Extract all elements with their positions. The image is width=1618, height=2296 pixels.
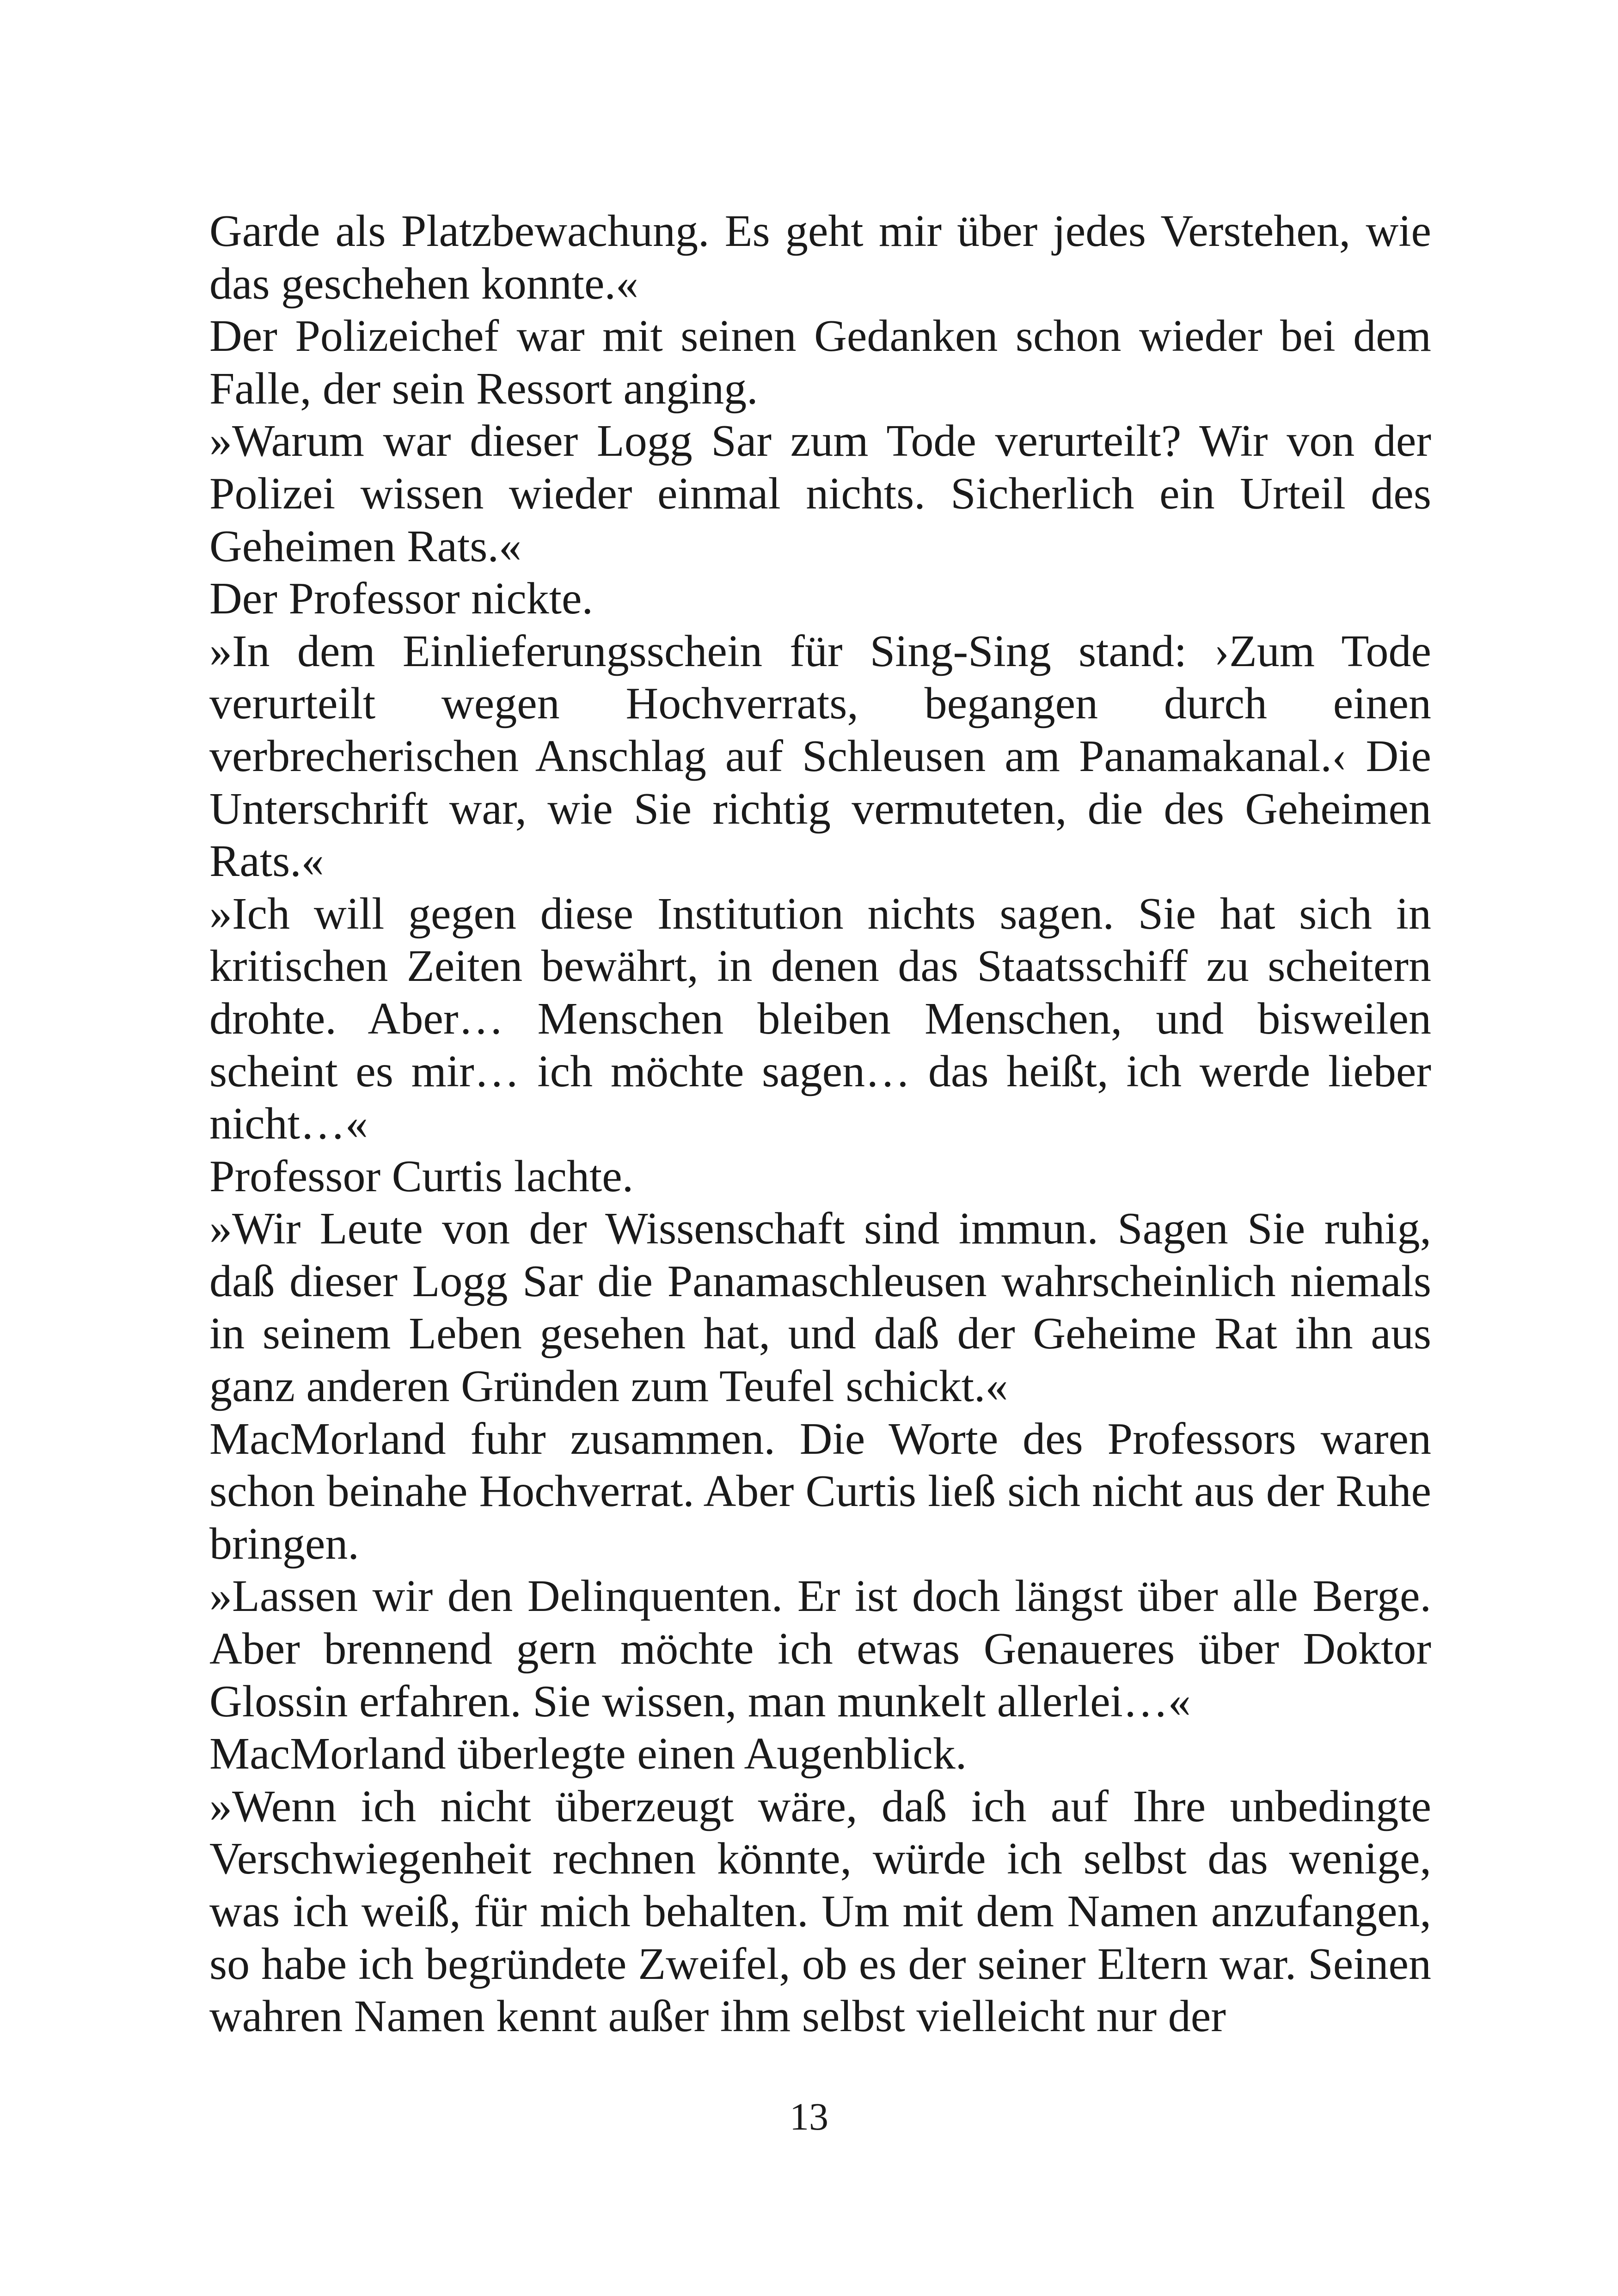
paragraph-5: »In dem Einlieferungsschein für Sing-Sing stand: ›Zum Tode verurteilt wegen Hochverrats, begangen durch einen verbrecherischen Anschlag auf Schleusen am Panamakanal.‹ Die Unterschrift war, wie Sie richtig vermuteten, die des Geheimen Rats.«	[209, 626, 1431, 887]
paragraph-10: »Lassen wir den Delinquenten. Er ist doch längst über alle Berge. Aber brennend gern möchte ich etwas Genaueres über Doktor Glossin erfahren. Sie wissen, man munkelt allerlei…«	[209, 1571, 1431, 1727]
paragraph-12: »Wenn ich nicht überzeugt wäre, daß ich auf Ihre unbedingte Verschwiegenheit rechnen könnte, würde ich selbst das wenige, was ich weiß, für mich behalten. Um mit dem Namen anzufangen, so habe ich begründete Zweifel, ob es der seiner Eltern war. Seinen wahren Namen kennt außer ihm selbst vielleicht nur der	[209, 1781, 1431, 2042]
paragraph-7: Professor Curtis lachte.	[209, 1151, 634, 1201]
paragraph-11: MacMorland überlegte einen Augenblick.	[209, 1729, 967, 1779]
paragraph-4: Der Professor nickte.	[209, 574, 594, 624]
paragraph-2: Der Polizeichef war mit seinen Gedanken schon wieder bei dem Falle, der sein Ressort anging.	[209, 311, 1431, 414]
page-number: 13	[790, 2095, 828, 2138]
paragraph-3: »Warum war dieser Logg Sar zum Tode verurteilt? Wir von der Polizei wissen wieder einmal nichts. Sicherlich ein Urteil des Geheimen Rats.«	[209, 416, 1431, 571]
body-text	[209, 205, 1431, 2043]
paragraph-6: »Ich will gegen diese Institution nichts sagen. Sie hat sich in kritischen Zeiten bewährt, in denen das Staatsschiff zu scheitern drohte. Aber… Menschen bleiben Menschen, und bisweilen scheint es mir… ich möchte sagen… das heißt, ich werde lieber nicht…«	[209, 888, 1431, 1149]
paragraph-8: »Wir Leute von der Wissenschaft sind immun. Sagen Sie ruhig, daß dieser Logg Sar die Panamaschleusen wahrscheinlich niemals in seinem Leben gesehen hat, und daß der Geheime Rat ihn aus ganz anderen Gründen zum Teufel schickt.«	[209, 1204, 1431, 1412]
paragraph-9: MacMorland fuhr zusammen. Die Worte des Professors waren schon beinahe Hochverrat. Aber Curtis ließ sich nicht aus der Ruhe bringen.	[209, 1414, 1431, 1569]
paragraph-1: Garde als Platzbewachung. Es geht mir über jedes Verstehen, wie das geschehen konnte.«	[209, 206, 1431, 309]
